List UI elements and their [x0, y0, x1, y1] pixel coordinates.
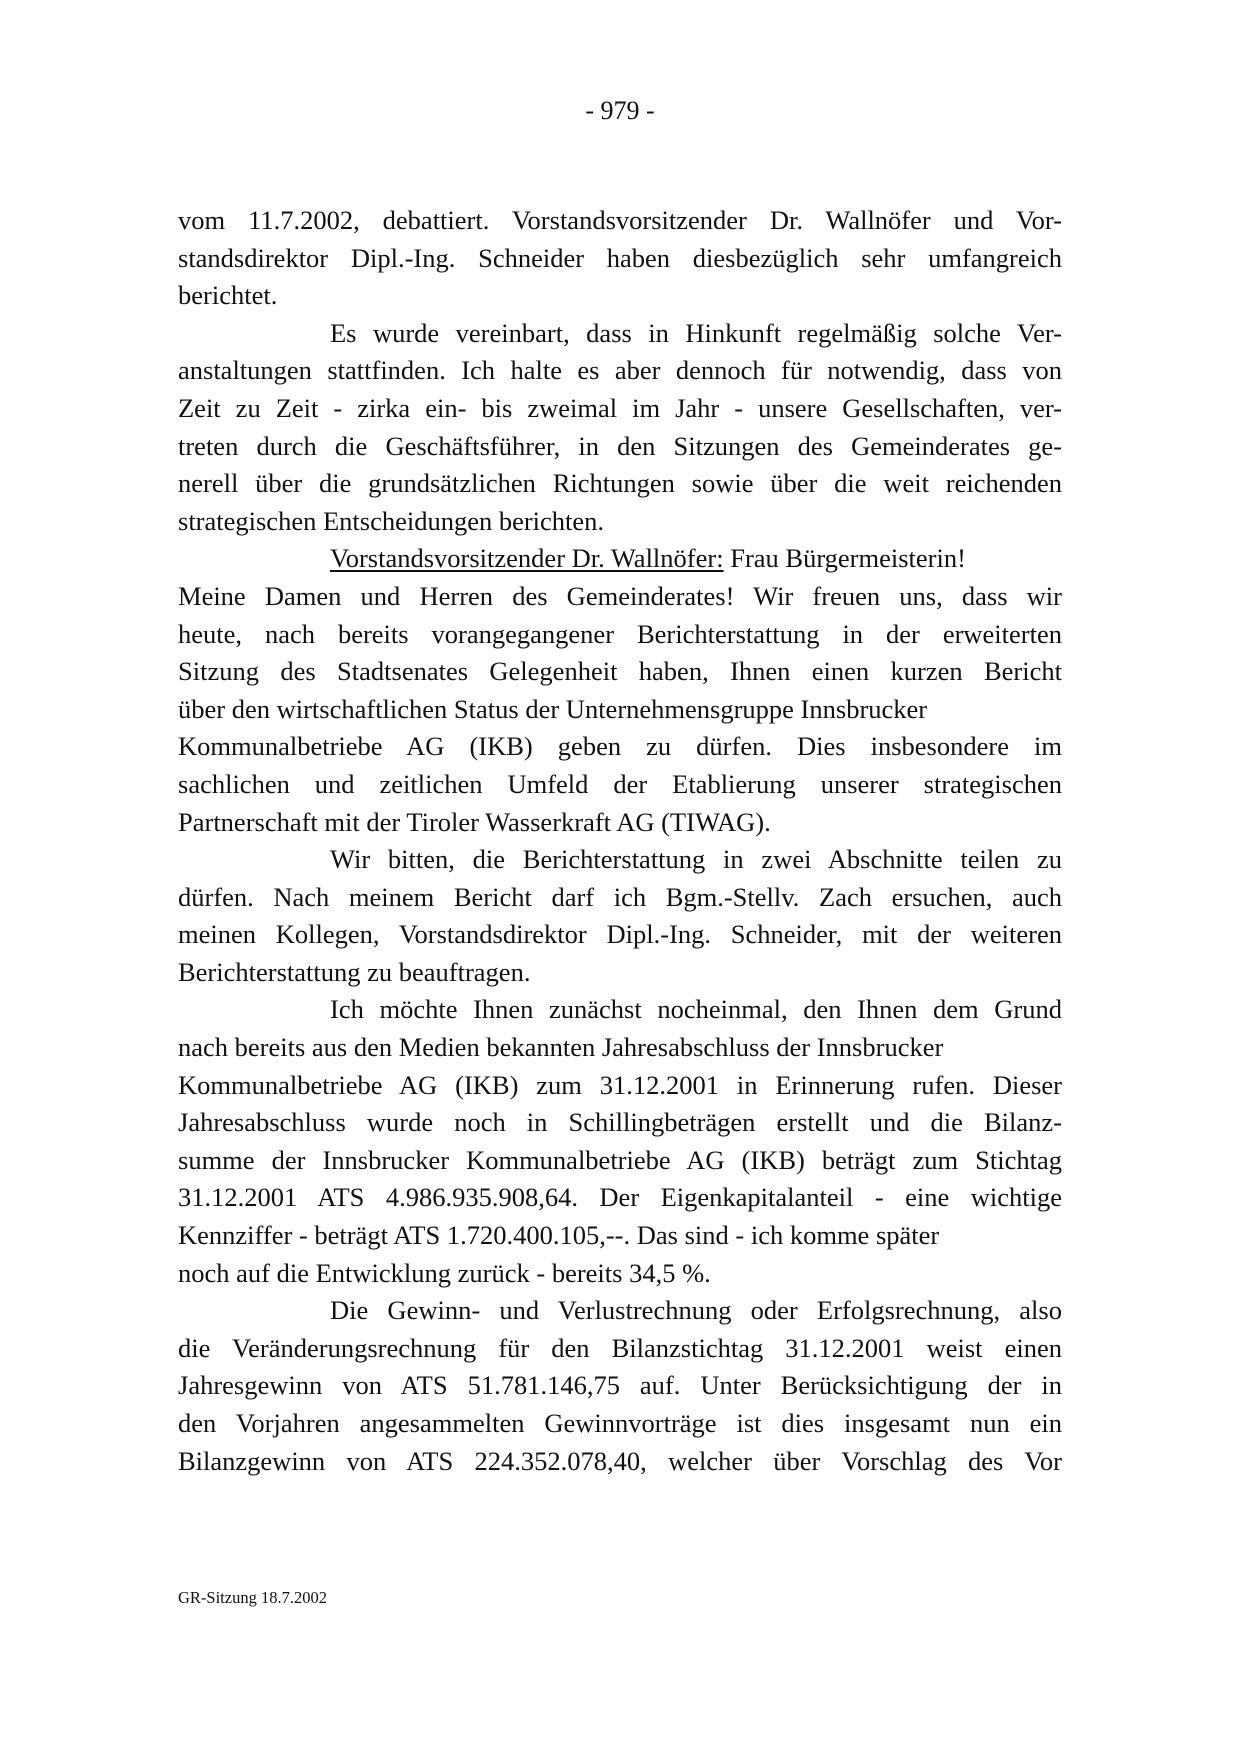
text-line: Wir bitten, die Berichterstattung in zwei Abschnitte teilen zu [330, 844, 1062, 875]
text-line: Kennziffer - beträgt ATS 1.720.400.105,--. Das sind - ich komme später [178, 1220, 940, 1251]
text-line: Kommunalbetriebe AG (IKB) zum 31.12.2001 in Erinnerung rufen. Dieser [178, 1069, 1062, 1100]
text-line: standsdirektor Dipl.-Ing. Schneider haben diesbezüglich sehr umfangreich [178, 242, 1062, 273]
body-text [178, 202, 1062, 1480]
text-line: Partnerschaft mit der Tiroler Wasserkraft AG (TIWAG). [178, 806, 771, 837]
text-line: Zeit zu Zeit - zirka ein- bis zweimal im Jahr - unsere Gesellschaften, ver- [178, 392, 1062, 423]
text-line: Meine Damen und Herren des Gemeinderates! Wir freuen uns, dass wir [178, 580, 1062, 611]
text-line: Sitzung des Stadtsenates Gelegenheit haben, Ihnen einen kurzen Bericht [178, 656, 1062, 687]
text-line: Die Gewinn- und Verlustrechnung oder Erfolgsrechnung, also [330, 1295, 1062, 1326]
text-line: anstaltungen stattfinden. Ich halte es aber dennoch für notwendig, dass von [178, 355, 1062, 386]
text-line: Ich möchte Ihnen zunächst nocheinmal, den Ihnen dem Grund [330, 994, 1062, 1025]
text-line: nach bereits aus den Medien bekannten Jahresabschluss der Innsbrucker [178, 1032, 944, 1063]
text-line: Berichterstattung zu beauftragen. [178, 956, 531, 987]
text-line: Jahresgewinn von ATS 51.781.146,75 auf. Unter Berücksichtigung der in [178, 1370, 1062, 1401]
text-line: über den wirtschaftlichen Status der Unternehmensgruppe Innsbrucker [178, 693, 928, 724]
text-line: dürfen. Nach meinem Bericht darf ich Bgm.-Stellv. Zach ersuchen, auch [178, 881, 1062, 912]
text-line: Jahresabschluss wurde noch in Schillingbeträgen erstellt und die Bilanz- [178, 1107, 1062, 1138]
text-line: den Vorjahren angesammelten Gewinnvorträge ist dies insgesamt nun ein [178, 1408, 1062, 1438]
text-line: strategischen Entscheidungen berichten. [178, 505, 605, 536]
text-line: Bilanzgewinn von ATS 224.352.078,40, welcher über Vorschlag des Vor [178, 1445, 1062, 1476]
text-line: berichtet. [178, 280, 278, 311]
text-line: heute, nach bereits vorangegangener Berichterstattung in der erweiterten [178, 618, 1062, 649]
text-line: sachlichen und zeitlichen Umfeld der Etablierung unserer strategischen [178, 768, 1062, 799]
text-line: vom 11.7.2002, debattiert. Vorstandsvorsitzender Dr. Wallnöfer und Vor- [178, 205, 1062, 235]
text-line: summe der Innsbrucker Kommunalbetriebe AG (IKB) beträgt zum Stichtag [178, 1144, 1062, 1175]
text-line: Kommunalbetriebe AG (IKB) geben zu dürfen. Dies insbesondere im [178, 731, 1062, 762]
text-line: nerell über die grundsätzlichen Richtungen sowie über die weit reichenden [178, 468, 1062, 499]
text-line: Es wurde vereinbart, dass in Hinkunft regelmäßig solche Ver- [330, 317, 1062, 348]
footer-meeting-date: GR-Sitzung 18.7.2002 [178, 1588, 327, 1607]
page-number: - 979 - [585, 96, 655, 125]
text-line: 31.12.2001 ATS 4.986.935.908,64. Der Eigenkapitalanteil - eine wichtige [178, 1182, 1062, 1213]
text-line: die Veränderungsrechnung für den Bilanzstichtag 31.12.2001 weist einen [178, 1332, 1062, 1363]
speaker-text: Frau Bürgermeisterin! [723, 543, 966, 574]
text-line: noch auf die Entwicklung zurück - bereits 34,5 %. [178, 1257, 711, 1288]
text-line: treten durch die Geschäftsführer, in den Sitzungen des Gemeinderates ge- [178, 430, 1062, 461]
text-line: meinen Kollegen, Vorstandsdirektor Dipl.-Ing. Schneider, mit der weiteren [178, 919, 1062, 950]
speaker-name: Vorstandsvorsitzender Dr. Wallnöfer: [330, 543, 724, 574]
speaker-line [178, 540, 1062, 578]
